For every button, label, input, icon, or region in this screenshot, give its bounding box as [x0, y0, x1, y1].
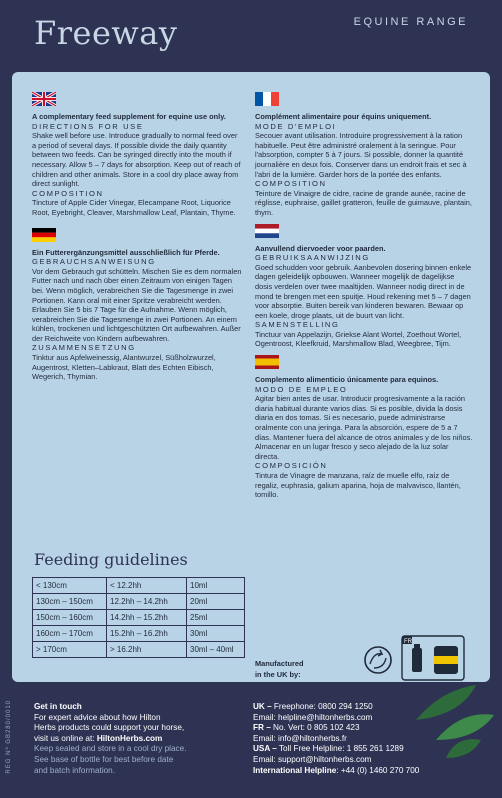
- height-hh-cell: < 12.2hh: [107, 578, 187, 594]
- intl-label: International Helpline: [253, 765, 337, 775]
- spanish-directions-heading: MODO DE EMPLEO: [255, 384, 348, 394]
- intl-phone[interactable]: : +44 (0) 1460 270 700: [336, 765, 420, 775]
- range-label: EQUINE RANGE: [353, 16, 468, 28]
- uk-flag-icon: [32, 92, 56, 106]
- bottle-icon: [412, 644, 422, 672]
- dutch-intro: Aanvullend diervoeder voor paarden.: [255, 243, 386, 253]
- english-composition: Tincture of Apple Cider Vinegar, Elecampane Root, Liquorice Root, Eyebright, Cleaver, Marshmallow Leaf, Plantain, Thyme.: [32, 198, 236, 217]
- german-composition-heading: ZUSAMMENSETZUNG: [32, 343, 136, 353]
- german-directions: Vor dem Gebrauch gut schütteln. Mischen Sie es dem normalen Futter nach und nach über einen Zeitraum von einigen Tagen bei. Wenn möglich, verabreichen Sie die Tagesmenge in zwei Portionen. Kann oral mit einer Spritze verabreicht werden. Erlauben Sie 5 bis 7 Tage für die Aufnahme. Wenn möglich, verabreichen Sie die Tagesmenge in zwei Portionen. An einem kühlen, trockenen und lichtgeschützten Ort aufbewahren. Außer der Reichweite von Kindern aufbewahren.: [32, 266, 242, 343]
- spanish-section: [255, 355, 473, 500]
- table-row: [33, 626, 245, 642]
- manufacturer-line-1: [255, 680, 355, 682]
- storage-line-2: See base of bottle for best before date: [34, 754, 174, 764]
- french-composition: Teinture de Vinaigre de cidre, racine de grande aunée, racine de réglisse, euphraise, gaillet gratteron, feuille de guimauve, plantain, thym.: [255, 188, 472, 217]
- website-link[interactable]: HiltonHerbs.com: [96, 733, 163, 743]
- dutch-composition: Tinctuur van Appelazijn, Griekse Alant Wortel, Zoethout Wortel, Ogentroost, Kleefkruid, Marshmallow Blad, Weegbree, Tijm.: [255, 329, 462, 349]
- english-intro: A complementary feed supplement for equine use only.: [32, 112, 226, 121]
- label-panel: [12, 72, 490, 682]
- usa-email[interactable]: Email: support@hiltonherbs.com: [253, 754, 372, 764]
- table-row: [33, 594, 245, 610]
- fr-badge: FR: [404, 639, 412, 645]
- brand-title: Freeway: [34, 14, 178, 52]
- recycling-info-icon: [360, 620, 470, 682]
- feeding-guidelines-title: Feeding guidelines: [34, 550, 188, 569]
- dutch-directions: Goed schudden voor gebruik. Aanbevolen dosering binnen enkele dagen geleidelijk opbouwen. Wanneer mogelijk de dagelijkse dosis verdelen over twee maaltijden. Wanneer nodig direct in de mond te brengen met een spuitje. Houd rekening met 5 – 7 dagen voor absorptie. Buiten bereik van kinderen bewaren. Bewaar op een koele, droge plaats, uit de buurt van licht.: [255, 262, 472, 320]
- table-row: [33, 578, 245, 594]
- fr-phone[interactable]: No. Vert: 0 805 102 423: [270, 723, 360, 733]
- height-cm-cell: < 130cm: [33, 578, 107, 594]
- height-hh-cell: > 16.2hh: [107, 642, 187, 658]
- dose-cell: 30ml: [187, 626, 245, 642]
- footer-left: [34, 702, 244, 776]
- advice-prefix: visit us online at:: [34, 733, 97, 743]
- dose-cell: 10ml: [187, 578, 245, 594]
- english-section: [32, 92, 242, 218]
- german-section: [32, 228, 242, 382]
- dose-cell: 20ml: [187, 594, 245, 610]
- manufacturer-heading-2: in the UK by:: [255, 670, 301, 679]
- advice-line-1: For expert advice about how Hilton: [34, 712, 161, 722]
- usa-label: USA –: [253, 744, 277, 754]
- height-cm-cell: 130cm – 150cm: [33, 594, 107, 610]
- dose-cell: 25ml: [187, 610, 245, 626]
- english-composition-heading: COMPOSITION: [32, 188, 104, 198]
- english-directions: Shake well before use. Introduce gradually to normal feed over a period of several days. If possible divide the daily quantity between two feeds. Can be syringed directly into the mouth if necessary. Allow 5 – 7 days for absorption. Keep out of reach of children and other animals. Store in a cool dry place away from direct sunlight.: [32, 131, 241, 189]
- manufacturer-block: [255, 658, 355, 682]
- right-column: [255, 92, 473, 510]
- uk-phone[interactable]: Freephone: 0800 294 1250: [271, 702, 373, 711]
- spanish-composition: Tintura de Vinagre de manzana, raíz de muelle elfo, raíz de regaliz, euphrasia, galium aparina, hoja de malvavisco, llantén, tomillo.: [255, 471, 461, 500]
- height-hh-cell: 12.2hh – 14.2hh: [107, 594, 187, 610]
- german-directions-heading: GEBRAUCHSANWEISUNG: [32, 257, 156, 267]
- france-flag-icon: [255, 92, 279, 106]
- triman-icon: [365, 647, 391, 673]
- storage-line-1: Keep sealed and store in a cool dry place.: [34, 744, 187, 754]
- height-cm-cell: > 170cm: [33, 642, 107, 658]
- height-cm-cell: 150cm – 160cm: [33, 610, 107, 626]
- get-in-touch-heading: Get in touch: [34, 702, 82, 711]
- uk-email[interactable]: Email: helpline@hiltonherbs.com: [253, 712, 373, 722]
- dose-cell: 30ml – 40ml: [187, 642, 245, 658]
- table-row: [33, 642, 245, 658]
- intl-phone-line: [253, 766, 473, 777]
- advice-line-3: [34, 734, 244, 745]
- usa-phone[interactable]: Toll Free Helpline: 1 855 261 1289: [276, 744, 404, 754]
- table-row: [33, 610, 245, 626]
- german-intro: Ein Futterergänzungsmittel ausschließlich für Pferde.: [32, 247, 220, 257]
- dutch-section: [255, 224, 473, 350]
- uk-label: UK –: [253, 702, 272, 711]
- french-section: [255, 92, 473, 218]
- french-directions: Secouer avant utilisation. Introduire progressivement à la ration habituelle. Peut être administré oralement à la seringue. Pour l'absorption, compter 5 à 7 jours. Si possible, donner la quantité journalière en deux fois. Conserver dans un endroit frais et sec à l'abri de la lumière. Garder hors de la portée des enfants.: [255, 131, 467, 179]
- manufacturer-heading-1: Manufactured: [255, 659, 304, 668]
- fr-label: FR –: [253, 723, 271, 733]
- spanish-directions: Agitar bien antes de usar. Introducir progresivamente a la ración diaria habitual durante varios días. Si es posible, divida la dosis diaria en dos tomas. Si es necesario, puede administrarse oralmente con una jeringa. Para la absorción, espere de 5 a 7 días. Mantener fuera del alcance de otros animales y de los niños. Almacenar en un lugar fresco y seco alejado de la luz solar directa.: [255, 394, 473, 461]
- feeding-table: [32, 577, 245, 658]
- german-composition: Tinktur aus Apfelweinessig, Alantwurzel, Süßholzwurzel, Augentrost, Kletten–Labkraut, Blatt des Echten Eibisch, Wegerich, Thymian.: [32, 353, 216, 382]
- advice-line-2: Herbs products could support your horse,: [34, 723, 185, 733]
- spanish-composition-heading: COMPOSICIÓN: [255, 461, 328, 471]
- height-cm-cell: 160cm – 170cm: [33, 626, 107, 642]
- dutch-directions-heading: GEBRUIKSAANWIJZING: [255, 253, 370, 263]
- height-hh-cell: 14.2hh – 15.2hh: [107, 610, 187, 626]
- french-intro: Complément alimentaire pour équins uniquement.: [255, 112, 432, 121]
- fr-email[interactable]: Email: info@hiltonherbs.fr: [253, 733, 347, 743]
- french-directions-heading: MODE D'EMPLOI: [255, 121, 337, 131]
- recycle-bin-icon: [434, 646, 458, 674]
- germany-flag-icon: [32, 228, 56, 242]
- french-composition-heading: COMPOSITION: [255, 179, 327, 189]
- height-hh-cell: 15.2hh – 16.2hh: [107, 626, 187, 642]
- storage-line-3: and batch information.: [34, 765, 116, 775]
- spain-flag-icon: [255, 355, 279, 369]
- left-column: [32, 92, 242, 392]
- header-band: [0, 0, 502, 70]
- english-directions-heading: DIRECTIONS FOR USE: [32, 121, 144, 131]
- leaf-decoration-icon: [406, 680, 496, 760]
- registration-number: REG Nº GB280/0010: [6, 700, 12, 774]
- dutch-composition-heading: SAMENSTELLING: [255, 320, 340, 330]
- spanish-intro: Complemento alimenticio únicamente para equinos.: [255, 375, 439, 385]
- netherlands-flag-icon: [255, 224, 279, 238]
